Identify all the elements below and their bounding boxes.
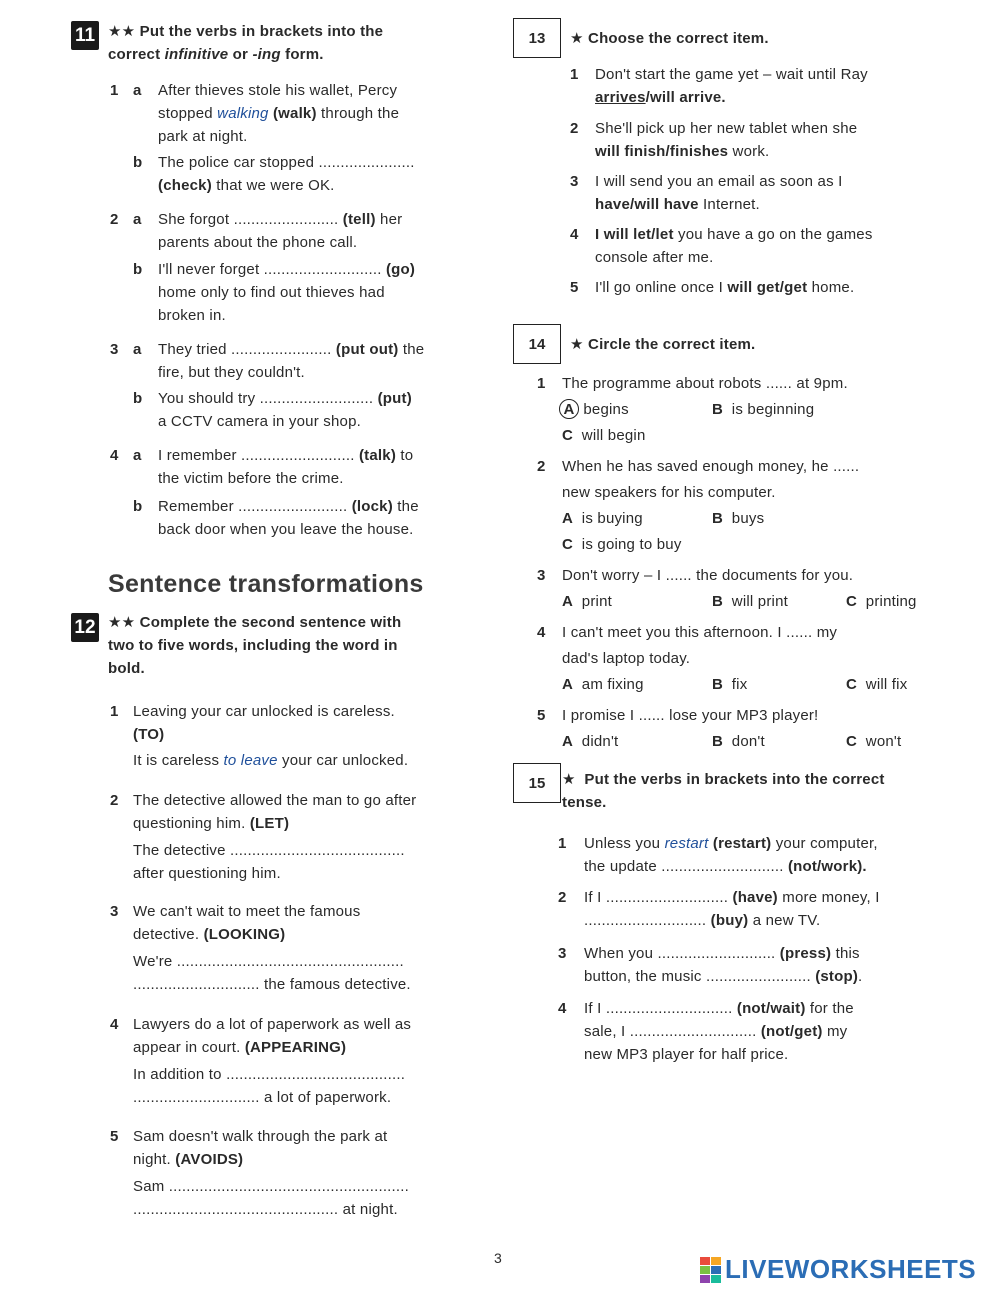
item-text: She'll pick up her new tablet when she will finish/finishes work. bbox=[595, 120, 858, 160]
exercise-13-number: 13 bbox=[513, 18, 561, 58]
item-number: 5 bbox=[110, 1128, 119, 1145]
logo-icon bbox=[700, 1257, 721, 1283]
star: ★ bbox=[570, 30, 584, 47]
item-text: Sam doesn't walk through the park at night. (AVOIDS) Sam ....................................................... ............................................... at night. bbox=[133, 1128, 410, 1218]
item-number: 5 bbox=[537, 707, 546, 724]
question-text: I promise I ...... lose your MP3 player! bbox=[562, 707, 819, 724]
item-number: 3 bbox=[537, 567, 546, 584]
item-text: If I ............................ (have) more money, I ............................ (buy) a new TV. bbox=[584, 889, 880, 929]
exercise-12-instruction: ★★ Complete the second sentence with two to five words, including the word in bold. bbox=[108, 614, 402, 677]
liveworksheets-logo bbox=[700, 1254, 976, 1285]
stars: ★★ bbox=[108, 23, 136, 40]
item-text: We can't wait to meet the famous detective. (LOOKING) We're .................................................... ............................. the famous detective. bbox=[133, 903, 411, 993]
option-a[interactable]: A didn't bbox=[562, 733, 619, 750]
page-number: 3 bbox=[494, 1250, 502, 1266]
item-number: 4 bbox=[537, 624, 546, 641]
item-text: I will let/let you have a go on the games console after me. bbox=[595, 226, 873, 266]
item-text: They tried ....................... (put out) the fire, but they couldn't. bbox=[158, 341, 425, 381]
item-letter: a bbox=[133, 211, 142, 228]
exercise-12-number: 12 bbox=[71, 613, 99, 642]
item-text: Unless you restart (restart) your computer, the update ............................ (not/work). bbox=[584, 835, 878, 875]
option-a[interactable]: A am fixing bbox=[562, 676, 644, 693]
item-number: 1 bbox=[110, 82, 119, 99]
item-text: When you ........................... (press) this button, the music ........................ (stop). bbox=[584, 945, 863, 985]
question-text: When he has saved enough money, he ...... new speakers for his computer. bbox=[562, 458, 860, 501]
option-c[interactable]: C won't bbox=[846, 733, 902, 750]
item-letter: b bbox=[133, 390, 143, 407]
item-text: I will send you an email as soon as I have/will have Internet. bbox=[595, 173, 843, 213]
item-number: 2 bbox=[110, 792, 119, 809]
item-number: 2 bbox=[537, 458, 546, 475]
item-number: 3 bbox=[558, 945, 567, 962]
option-b[interactable]: B fix bbox=[712, 676, 748, 693]
item-number: 1 bbox=[537, 375, 546, 392]
item-letter: b bbox=[133, 498, 143, 515]
option-a[interactable]: A begins bbox=[562, 398, 629, 421]
item-text: You should try .......................... (put) a CCTV camera in your shop. bbox=[158, 390, 412, 430]
item-text: The police car stopped ...................... (check) that we were OK. bbox=[158, 154, 415, 194]
item-number: 2 bbox=[558, 889, 567, 906]
star: ★ bbox=[570, 336, 584, 353]
item-text: She forgot ........................ (tell) her parents about the phone call. bbox=[158, 211, 403, 251]
item-text: I'll never forget ........................... (go) home only to find out thieves had broken in. bbox=[158, 261, 416, 324]
item-number: 5 bbox=[570, 279, 579, 296]
item-letter: a bbox=[133, 82, 142, 99]
option-b[interactable]: B buys bbox=[712, 510, 765, 527]
question-text: The programme about robots ...... at 9pm. bbox=[562, 375, 848, 392]
item-text: The detective allowed the man to go after questioning him. (LET) The detective ........................................ after questioning him. bbox=[133, 792, 417, 882]
question-text: I can't meet you this afternoon. I ...... my dad's laptop today. bbox=[562, 624, 838, 667]
item-number: 3 bbox=[110, 903, 119, 920]
exercise-11-instruction: ★★ Put the verbs in brackets into the correct infinitive or -ing form. bbox=[108, 23, 384, 63]
item-number: 1 bbox=[570, 66, 579, 83]
item-number: 3 bbox=[570, 173, 579, 190]
item-number: 4 bbox=[110, 1016, 119, 1033]
option-c[interactable]: C is going to buy bbox=[562, 536, 682, 553]
exercise-15-number: 15 bbox=[513, 763, 561, 803]
option-c[interactable]: C printing bbox=[846, 593, 917, 610]
question-text: Don't worry – I ...... the documents for you. bbox=[562, 567, 854, 584]
item-text: I remember .......................... (talk) to the victim before the crime. bbox=[158, 447, 414, 487]
item-number: 2 bbox=[570, 120, 579, 137]
item-letter: a bbox=[133, 447, 142, 464]
option-a[interactable]: A is buying bbox=[562, 510, 643, 527]
stars: ★★ bbox=[108, 614, 136, 631]
exercise-15-instruction: ★ Put the verbs in brackets into the correct tense. bbox=[562, 771, 885, 811]
item-letter: b bbox=[133, 261, 143, 278]
option-a[interactable]: A print bbox=[562, 593, 612, 610]
item-number: 1 bbox=[558, 835, 567, 852]
item-text: If I ............................. (not/wait) for the sale, I ............................. (not/get) my new MP3 player for half price. bbox=[584, 1000, 854, 1063]
exercise-14-instruction: ★ Circle the correct item. bbox=[570, 336, 756, 353]
item-text: Remember ......................... (lock) the back door when you leave the house. bbox=[158, 498, 419, 538]
item-letter: a bbox=[133, 341, 142, 358]
option-c[interactable]: C will begin bbox=[562, 427, 646, 444]
exercise-14-number: 14 bbox=[513, 324, 561, 364]
item-text: I'll go online once I will get/get home. bbox=[595, 279, 855, 296]
item-text: Don't start the game yet – wait until Ray arrives/will arrive. bbox=[595, 66, 868, 106]
option-c[interactable]: C will fix bbox=[846, 676, 908, 693]
item-text: After thieves stole his wallet, Percy stopped walking (walk) through the park at night. bbox=[158, 82, 400, 145]
item-text: Leaving your car unlocked is careless. (TO) It is careless to leave your car unlocked. bbox=[133, 703, 409, 769]
item-number: 3 bbox=[110, 341, 119, 358]
item-number: 4 bbox=[558, 1000, 567, 1017]
exercise-13-instruction: ★ Choose the correct item. bbox=[570, 30, 769, 47]
option-b[interactable]: B don't bbox=[712, 733, 765, 750]
item-number: 2 bbox=[110, 211, 119, 228]
section-heading: Sentence transformations bbox=[108, 570, 424, 598]
option-b[interactable]: B will print bbox=[712, 593, 788, 610]
star: ★ bbox=[562, 771, 576, 788]
item-number: 4 bbox=[110, 447, 119, 464]
selected-circle: A bbox=[559, 399, 579, 419]
exercise-11-number: 11 bbox=[71, 21, 99, 50]
item-number: 4 bbox=[570, 226, 579, 243]
item-text: Lawyers do a lot of paperwork as well as appear in court. (APPEARING) In addition to ......................................... ............................. a lot of paperwork. bbox=[133, 1016, 412, 1106]
item-number: 1 bbox=[110, 703, 119, 720]
option-b[interactable]: B is beginning bbox=[712, 401, 815, 418]
item-letter: b bbox=[133, 154, 143, 171]
logo-text: LIVEWORKSHEETS bbox=[725, 1254, 977, 1284]
